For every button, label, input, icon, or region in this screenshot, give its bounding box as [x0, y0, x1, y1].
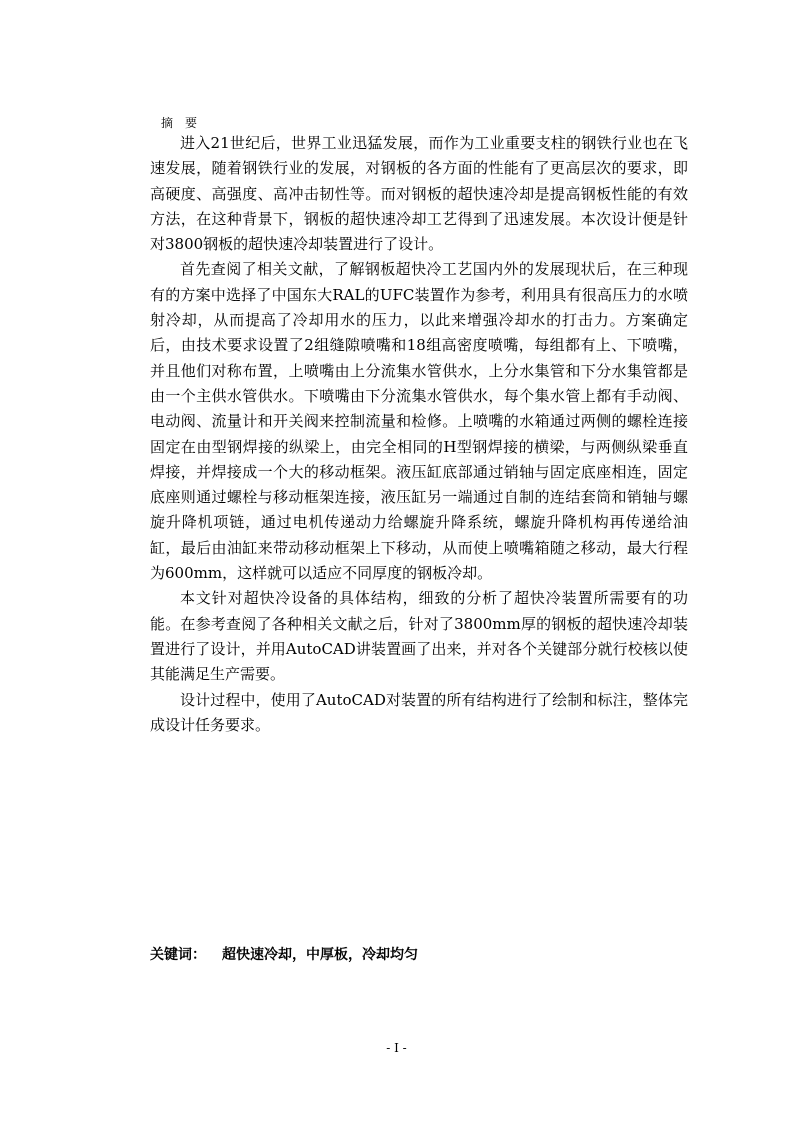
abstract-paragraph-4: 设计过程中，使用了AutoCAD对装置的所有结构进行了绘制和标注，整体完成设计任务要求。 [150, 690, 688, 734]
keywords-line [150, 944, 418, 964]
abstract-paragraph-1: 进入21世纪后，世界工业迅猛发展，而作为工业重要支柱的钢铁行业也在飞速发展，随着钢铁行业的发展，对钢板的各方面的性能有了更高层次的要求，即高硬度、高强度、高冲击韧性等。而对钢板的超快速冷却是提高钢板性能的有效方法，在这种背景下，钢板的超快速冷却工艺得到了迅速发展。本次设计便是针对3800钢板的超快速冷却装置进行了设计。 [150, 134, 688, 254]
abstract-paragraph-3: 本文针对超快冷设备的具体结构，细致的分析了超快冷装置所需要有的功能。在参考查阅了各种相关文献之后，针对了3800mm厚的钢板的超快速冷却装置进行了设计，并用AutoCAD讲装置画了出来，并对各个关键部分就行校核以使其能满足生产需要。 [150, 589, 688, 684]
keywords-list: 超快速冷却，中厚板，冷却均匀 [222, 947, 418, 963]
abstract-body [150, 131, 688, 738]
page-number: - I - [386, 1041, 407, 1055]
abstract-paragraph-2: 首先查阅了相关文献，了解钢板超快冷工艺国内外的发展现状后，在三种现有的方案中选择了中国东大RAL的UFC装置作为参考，利用具有很高压力的水喷射冷却，从而提高了冷却用水的压力，以此来增强冷却水的打击力。方案确定后，由技术要求设置了2组缝隙喷嘴和18组高密度喷嘴，每组都有上、下喷嘴，并且他们对称布置，上喷嘴由上分流集水管供水，上分水集管和下分水集管都是由一个主供水管供水。下喷嘴由下分流集水管供水，每个集水管上都有手动阀、电动阀、流量计和开关阀来控制流量和检修。上喷嘴的水箱通过两侧的螺栓连接固定在由型钢焊接的纵梁上，由完全相同的H型钢焊接的横梁，与两侧纵梁垂直焊接，并焊接成一个大的移动框架。液压缸底部通过销轴与固定底座相连，固定底座则通过螺栓与移动框架连接，液压缸另一端通过自制的连结套筒和销轴与螺旋升降机项链，通过电机传递动力给螺旋升降系统，螺旋升降机构再传递给油缸，最后由油缸来带动移动框架上下移动，从而使上喷嘴箱随之移动，最大行程为600mm，这样就可以适应不同厚度的钢板冷却。 [150, 260, 688, 583]
keywords-label: 关键词： [150, 947, 206, 963]
abstract-heading: 摘要 [161, 116, 210, 130]
